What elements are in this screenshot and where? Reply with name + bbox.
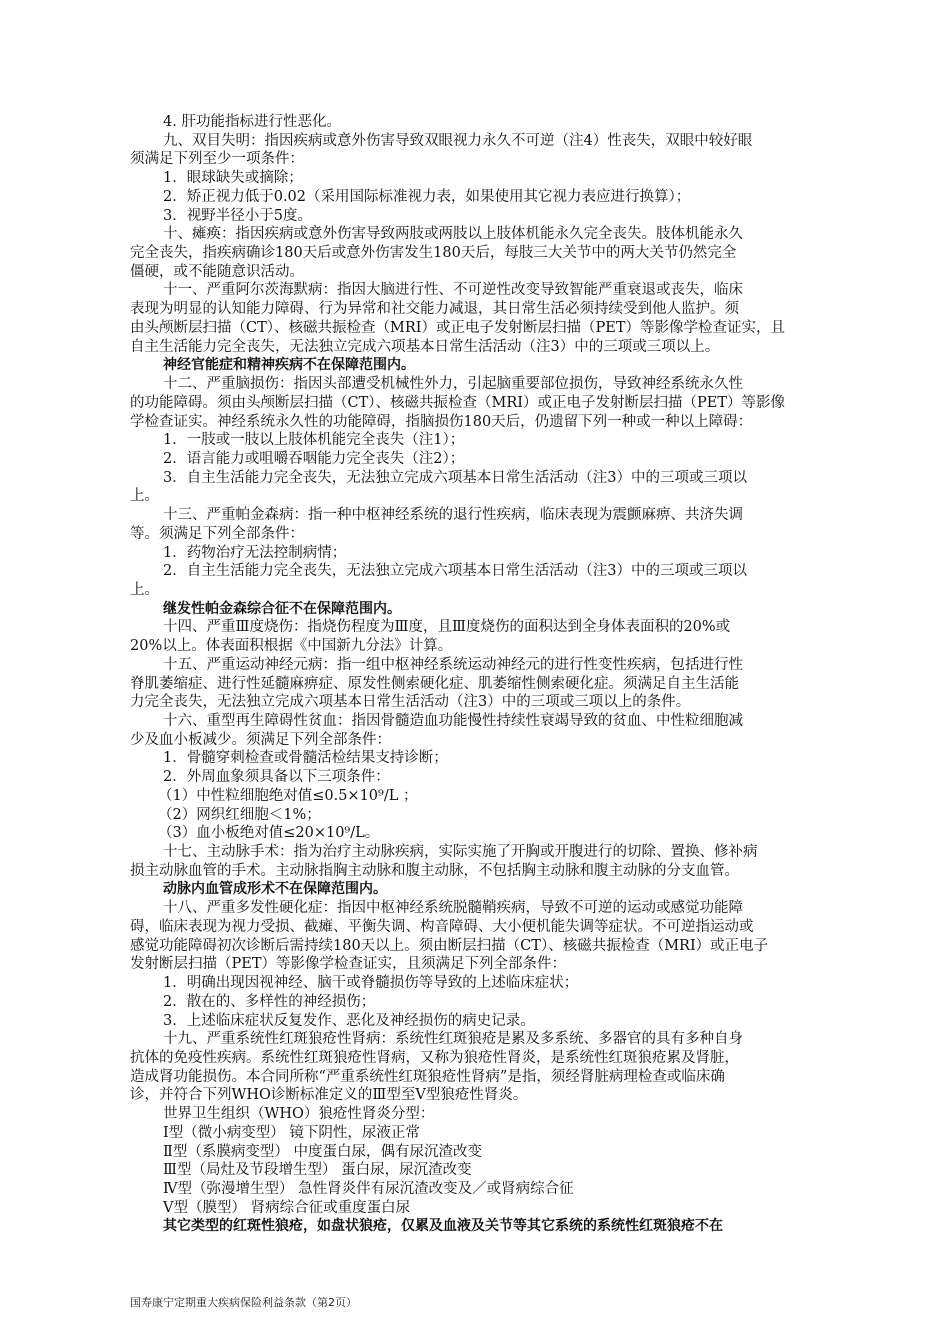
text-line: 2．外周血象须具备以下三项条件：	[163, 769, 390, 786]
text-line: 1．明确出现因视神经、脑干或脊髓损伤等导致的上述临床症状；	[163, 975, 579, 992]
text-line: 世界卫生组织（WHO）狼疮性肾炎分型：	[163, 1106, 435, 1123]
text-line: 3．自主生活能力完全丧失，无法独立完成六项基本日常生活活动（注3）中的三项或三项以	[163, 469, 747, 486]
text-line: 僵硬，或不能随意识活动。	[130, 263, 304, 280]
text-line: 4. 肝功能指标进行性恶化。	[163, 114, 341, 130]
text-line: （3）血小板绝对值≤20×10⁹/L。	[158, 825, 380, 842]
text-line: 1．骨髓穿刺检查或骨髓活检结果支持诊断；	[163, 750, 448, 767]
text-line: 上。	[130, 581, 159, 598]
text-line: 十四、严重Ⅲ度烧伤：指烧伤程度为Ⅲ度，且Ⅲ度烧伤的面积达到全身体表面积的20%或	[163, 619, 731, 636]
text-line: 20%以上。体表面积根据《中国新九分法》计算。	[130, 638, 453, 655]
text-line: 十九、严重系统性红斑狼疮性肾病：系统性红斑狼疮是累及多系统、多器官的具有多种自身	[163, 1031, 743, 1048]
text-line: Ⅴ型（膜型） 肾病综合征或重度蛋白尿	[163, 1199, 411, 1216]
exclusion-note-line: 动脉内血管成形术不在保障范围内。	[163, 881, 387, 898]
text-line: 脊肌萎缩症、进行性延髓麻痹症、原发性侧索硬化症、肌萎缩性侧索硬化症。须满足自主生活能	[130, 675, 739, 692]
text-line: Ⅰ型（微小病变型） 镜下阴性，尿液正常	[163, 1124, 420, 1141]
text-line: 十一、严重阿尔茨海默病：指因大脑进行性、不可逆性改变导致智能严重衰退或丧失，临床	[163, 282, 743, 299]
text-line: 自主生活能力完全丧失，无法独立完成六项基本日常生活活动（注3）中的三项或三项以上。	[130, 338, 720, 355]
text-line: 十、瘫痪：指因疾病或意外伤害导致两肢或两肢以上肢体机能永久完全丧失。肢体机能永久	[163, 226, 743, 243]
text-line: 完全丧失，指疾病确诊180天后或意外伤害发生180天后，每肢三大关节中的两大关节仍然完全	[130, 245, 737, 262]
text-line: 表现为明显的认知能力障碍、行为异常和社交能力减退，其日常生活必须持续受到他人监护。须	[130, 301, 739, 318]
text-line: 碍，临床表现为视力受损、截瘫、平衡失调、构音障碍、大小便机能失调等症状。不可逆指运动或	[130, 918, 754, 935]
text-line: 抗体的免疫性疾病。系统性红斑狼疮性肾病，又称为狼疮性肾炎，是系统性红斑狼疮累及肾脏，	[130, 1049, 739, 1066]
text-line: 1．一肢或一肢以上肢体机能完全丧失（注1）；	[163, 432, 465, 449]
text-line: 3．上述临床症状反复发作、恶化及神经损伤的病史记录。	[163, 1012, 535, 1029]
text-line: 1．药物治疗无法控制病情；	[163, 544, 347, 561]
text-line: 十二、严重脑损伤：指因头部遭受机械性外力，引起脑重要部位损伤，导致神经系统永久性	[163, 376, 743, 393]
text-line: （2）网织红细胞＜1%；	[158, 806, 321, 823]
text-line: 2．自主生活能力完全丧失，无法独立完成六项基本日常生活活动（注3）中的三项或三项以	[163, 563, 747, 580]
page-footer: 国寿康宁定期重大疾病保险利益条款（第2页）	[130, 1296, 357, 1309]
text-line: 十六、重型再生障碍性贫血：指因骨髓造血功能慢性持续性衰竭导致的贫血、中性粒细胞减	[163, 713, 743, 729]
text-line: Ⅱ型（系膜病变型） 中度蛋白尿，偶有尿沉渣改变	[163, 1143, 482, 1160]
text-line: 十七、主动脉手术：指为治疗主动脉疾病，实际实施了开胸或开腹进行的切除、置换、修补病	[163, 844, 758, 861]
text-line: 2．散在的、多样性的神经损伤；	[163, 993, 376, 1010]
text-line: 须满足下列至少一项条件：	[130, 151, 304, 168]
text-line: 1．眼球缺失或摘除；	[163, 170, 303, 187]
text-line: 十八、严重多发性硬化症：指因中枢神经系统脱髓鞘疾病，导致不可逆的运动或感觉功能障	[163, 900, 743, 917]
text-line: 2．语言能力或咀嚼吞咽能力完全丧失（注2）；	[163, 450, 465, 467]
text-line: Ⅳ型（弥漫增生型） 急性肾炎伴有尿沉渣改变及／或肾病综合征	[163, 1180, 574, 1197]
text-line: 由头颅断层扫描（CT）、核磁共振检查（MRI）或正电子发射断层扫描（PET）等影像学检查证实，且	[130, 319, 786, 336]
text-line: 2．矫正视力低于0.02（采用国际标准视力表，如果使用其它视力表应进行换算）；	[163, 188, 691, 205]
text-line: 发射断层扫描（PET）等影像学检查证实，且须满足下列全部条件：	[130, 956, 567, 973]
exclusion-note-line: 其它类型的红斑性狼疮，如盘状狼疮，仅累及血液及关节等其它系统的系统性红斑狼疮不在	[163, 1218, 723, 1235]
text-line: 十三、严重帕金森病：指一种中枢神经系统的退行性疾病，临床表现为震颤麻痹、共济失调	[163, 507, 743, 524]
text-line: 3．视野半径小于5度。	[163, 207, 312, 224]
text-line: （1）中性粒细胞绝对值≤0.5×10⁹/L ；	[158, 787, 418, 804]
text-line: 感觉功能障碍初次诊断后需持续180天以上。须由断层扫描（CT）、核磁共振检查（MRI）或正电子	[130, 937, 769, 954]
text-line: 十五、严重运动神经元病：指一组中枢神经系统运动神经元的进行性变性疾病，包括进行性	[163, 656, 743, 673]
text-line: 少及血小板减少。须满足下列全部条件：	[130, 731, 391, 748]
text-line: Ⅲ型（局灶及节段增生型） 蛋白尿，尿沉渣改变	[163, 1162, 472, 1179]
text-line: 造成肾功能损伤。本合同所称“严重系统性红斑狼疮性肾病”是指，须经肾脏病理检查或临床确	[130, 1068, 725, 1085]
text-line: 上。	[130, 488, 159, 505]
exclusion-note-line: 继发性帕金森综合征不在保障范围内。	[163, 600, 401, 617]
text-line: 的功能障碍。须由头颅断层扫描（CT）、核磁共振检查（MRI）或正电子发射断层扫描（PET）等影像	[130, 394, 786, 411]
text-line: 等。须满足下列全部条件：	[130, 525, 304, 542]
text-line: 九、双目失明：指因疾病或意外伤害导致双眼视力永久不可逆（注4）性丧失，双眼中较好眼	[163, 132, 753, 149]
exclusion-note-line: 神经官能症和精神疾病不在保障范围内。	[163, 357, 415, 374]
text-line: 力完全丧失，无法独立完成六项基本日常生活活动（注3）中的三项或三项以上的条件。	[130, 694, 691, 711]
text-line: 损主动脉血管的手术。主动脉指胸主动脉和腹主动脉，不包括胸主动脉和腹主动脉的分支血管。	[130, 862, 739, 879]
text-line: 学检查证实。神经系统永久性的功能障碍，指脑损伤180天后，仍遗留下列一种或一种以上障碍：	[130, 413, 753, 430]
text-line: 诊，并符合下列WHO诊断标准定义的Ⅲ型至Ⅴ型狼疮性肾炎。	[130, 1087, 528, 1104]
document-body	[130, 113, 820, 1236]
